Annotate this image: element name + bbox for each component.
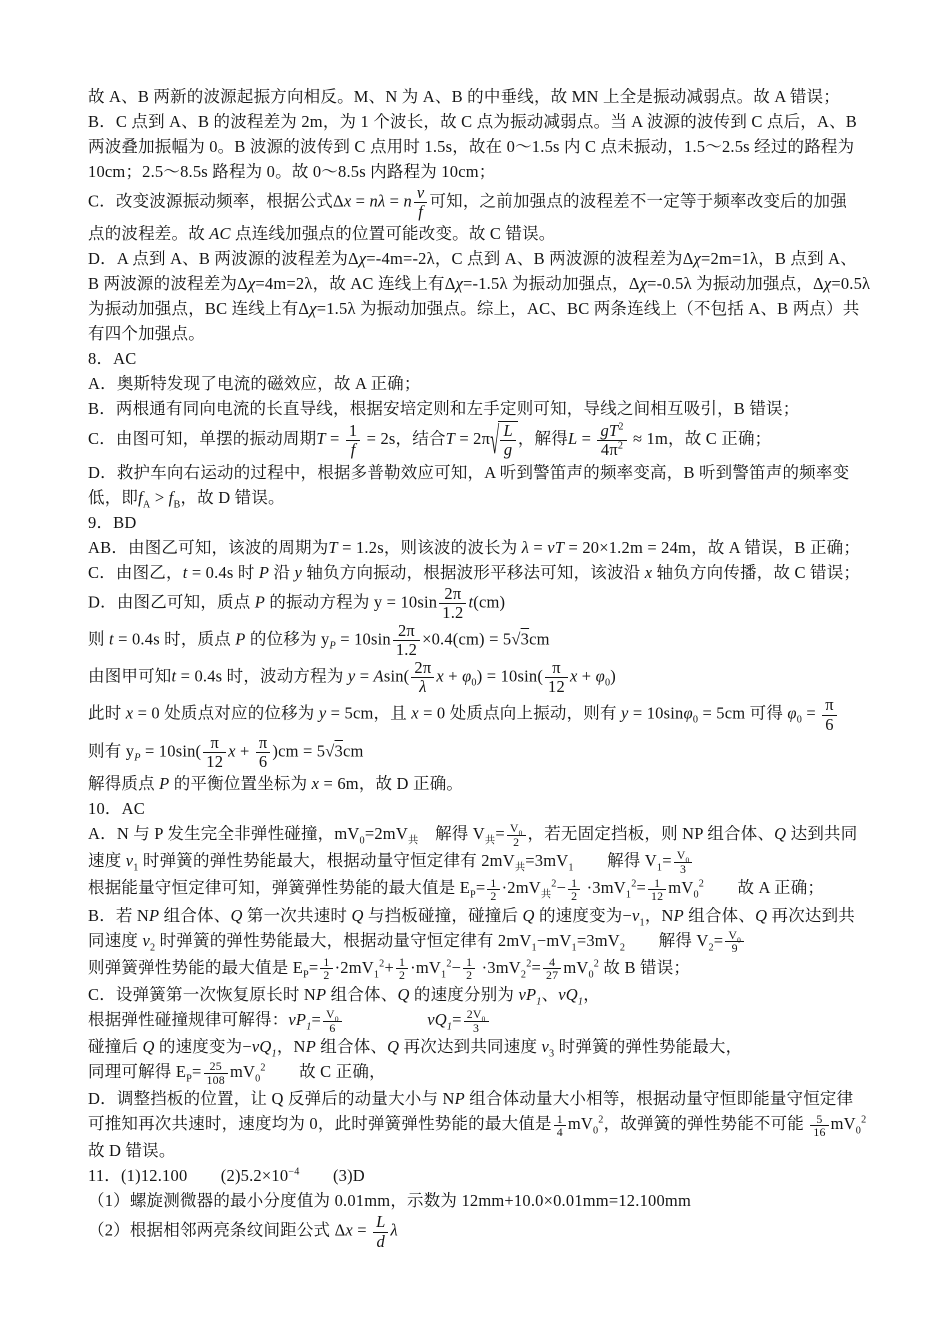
text-line: D．由图乙可知，质点 P 的振动方程为 y = 10sin $\frac{2\pi}{1.2}$ t(cm) [88, 583, 506, 622]
text-line: 解得质点 P 的平衡位置坐标为 x = 6m，故 D 正确。 [88, 773, 464, 793]
text-line: 同速度 $v_2$ 时弹簧的弹性势能最大，根据动量守恒定律有 $2mV_1-mV_1=3mV_2$ 解得 $V_2=$ $\frac{V_0}{9}$ [88, 928, 898, 955]
text-line: D．调整挡板的位置，让 Q 反弹后的动量大小与 NP 组合体动量大小相等，根据动量守恒即能量守恒定律 [88, 1089, 854, 1109]
text-line: AB．由图乙可知，该波的周期为T = 1.2s，则该波的波长为 λ = vT = 20×1.2m = 24m，故 A 错误，B 正确； [88, 537, 861, 557]
text-line: D．A 点到 A、B 两波源的波程差为Δχ=-4m=-2λ，C 点到 A、B 两波源的波程差为Δχ=2m=1λ，B 点到 A、 [88, 249, 857, 269]
text-line: 则弹簧弹性势能的最大值是 $E_P=$ $\frac{1}{2}$ $\cdot 2mV_1^2+$ $\frac{1}{2}$ $\cdot mV_1^2-$ $\frac{1}{2}$ $\cdot 3mV_2^2=$ $\frac{4}{27}$ $mV_0^2$ 故 B 错误； [88, 954, 691, 983]
text-line: C．由图乙，t = 0.4s 时 P 沿 y 轴负方向振动，根据波形平移法可知，该波沿 x 轴负方向传播，故 C 错误； [88, 562, 861, 582]
text-line: 故 A、B 两新的波源起振方向相反。M、N 为 A、B 的中垂线，故 MN 上全是振动减弱点。故 A 错误； [88, 87, 840, 106]
text-line: C．改变波源振动频率，根据公式Δx = nλ = n $\frac{v}{f}$ 可知，之前加强点的波程差不一定等于频率改变后的加强 [88, 183, 847, 222]
text-line: 10cm；2.5～8.5s 路程为 0。故 0～8.5s 内路程为 10cm； [88, 162, 496, 181]
text-line: 同理可解得 $E_P=$ $\frac{25}{108}$ $mV_0^2$ 故 C 正确， [88, 1059, 386, 1087]
text-line: C．设弹簧第一次恢复原长时 NP 组合体、Q 的速度分别为 $vP_1$、$vQ_1$， [88, 984, 600, 1008]
text-line: 根据能量守恒定律可知，弹簧弹性势能的最大值是 $E_P=$ $\frac{1}{2}$ $\cdot 2mV_共^2-$ $\frac{1}{2}$ $\cdot 3mV_1^2=$ $\frac{1}{12}$ $mV_0^2$ 故 A 正确； [88, 875, 825, 904]
text-line: 碰撞后 Q 的速度变为$-vQ_1$，NP 组合体、Q 再次达到共同速度 $v_3$ 时弹簧的弹性势能最大， [88, 1037, 743, 1060]
text-line: 由图甲可知t = 0.4s 时，波动方程为 y = Asin( $\frac{2\pi}{\lambda}$ $x + \varphi_0) = 10\sin$( $\frac{\pi}{12}$ $x + \varphi_0$) [88, 658, 616, 697]
text-line: B．两根通有同向电流的长直导线，根据安培定则和左手定则可知，导线之间相互吸引，B 错误； [88, 399, 800, 419]
text-line: 有四个加强点。 [88, 324, 205, 344]
text-line: 根据弹性碰撞规律可解得：$vP_1=$ $\frac{V_0}{6}$ $vQ_1=$ $\frac{2V_0}{3}$ [88, 1007, 898, 1034]
text-line: 8．AC [88, 349, 137, 369]
text-line: （1）螺旋测微器的最小分度值为 0.01mm，示数为 12mm+10.0×0.01mm=12.100mm [88, 1191, 691, 1211]
text-line: 故 D 错误。 [88, 1141, 176, 1161]
text-line: 两波叠加振幅为 0。B 波源的波传到 C 点用时 1.5s，故在 0～1.5s 内 C 点未振动，1.5～2.5s 经过的路程为 [88, 137, 855, 156]
text-line: 11．(1)12.100 $(2)5.2\times 10^{-4}$ (3)D [88, 1166, 365, 1186]
text-line: 则 t = 0.4s 时，质点 P 的位移为 $y_P = 10\sin$ $\frac{2\pi}{1.2}$ ×0.4(cm) = 5√3cm [88, 620, 550, 659]
text-line: 低，即$f_A > f_B$，故 D 错误。 [88, 487, 285, 510]
text-line: 为振动加强点，BC 连线上有Δχ=1.5λ 为振动加强点。综上，AC、BC 两条连线上（不包括 A、B 两点）共 [88, 299, 860, 319]
document-body [88, 84, 898, 1251]
text-line: D．救护车向右运动的过程中，根据多普勒效应可知，A 听到警笛声的频率变高，B 听到警笛声的频率变 [88, 462, 850, 482]
text-line: 10．AC [88, 798, 145, 818]
text-line: B．C 点到 A、B 的波程差为 2m，为 1 个波长，故 C 点为振动减弱点。当 A 波源的波传到 C 点后，A、B [88, 112, 858, 131]
text-line: 此时 x = 0 处质点对应的位移为 y = 5cm，且 x = 0 处质点向上振动，则有 y = 10sinφ$_0$ = 5cm 可得 $\varphi_0$ = $\frac{\pi}{6}$ [88, 696, 898, 733]
text-line: A．N 与 P 发生完全非弹性碰撞，$mV_0=2mV_共$ 解得 $V_共=$ $\frac{V_0}{2}$ ，若无固定挡板，则 NP 组合体、Q 达到共同 [88, 821, 858, 849]
text-line: 速度 $v_1$ 时弹簧的弹性势能最大，根据动量守恒定律有 $2mV_共=3mV_1$ 解得 $V_1=$ $\frac{V_0}{3}$ [88, 848, 898, 875]
text-line: 9．BD [88, 512, 137, 532]
text-line: 可推知再次共速时，速度均为 0，此时弹簧弹性势能的最大值是 $\frac{1}{4}$ $mV_0^2$，故弹簧的弹性势能不可能 $\frac{5}{16}$ $mV_0^2$ [88, 1111, 867, 1139]
text-line: C．由图可知，单摆的振动周期T = $\frac{1}{f}$ = 2s，结合T = 2π √ $\frac{L}{g}$ ，解得L = $\frac{gT^2}{4\pi^2}$ ≈ 1m，故 C 正确； [88, 418, 772, 463]
text-line: 点的波程差。故 AC 点连线加强点的位置可能改变。故 C 错误。 [88, 224, 556, 244]
text-line: （2）根据相邻两亮条纹间距公式 Δx = $\frac{L}{d}$ λ [88, 1212, 398, 1251]
text-line: A．奥斯特发现了电流的磁效应，故 A 正确； [88, 374, 421, 394]
text-line: 则有 $y_P = 10\sin$( $\frac{\pi}{12}$ x + $\frac{\pi}{6}$ )cm = 5√3cm [88, 732, 364, 771]
text-line: B 两波源的波程差为Δχ=4m=2λ，故 AC 连线上有Δχ=-1.5λ 为振动加强点，Δχ=-0.5λ 为振动加强点，Δχ=0.5λ [88, 274, 871, 294]
text-line: B．若 NP 组合体、Q 第一次共速时 Q 与挡板碰撞，碰撞后 Q 的速度变为$-v_1$，NP 组合体、Q 再次达到共 [88, 905, 856, 928]
